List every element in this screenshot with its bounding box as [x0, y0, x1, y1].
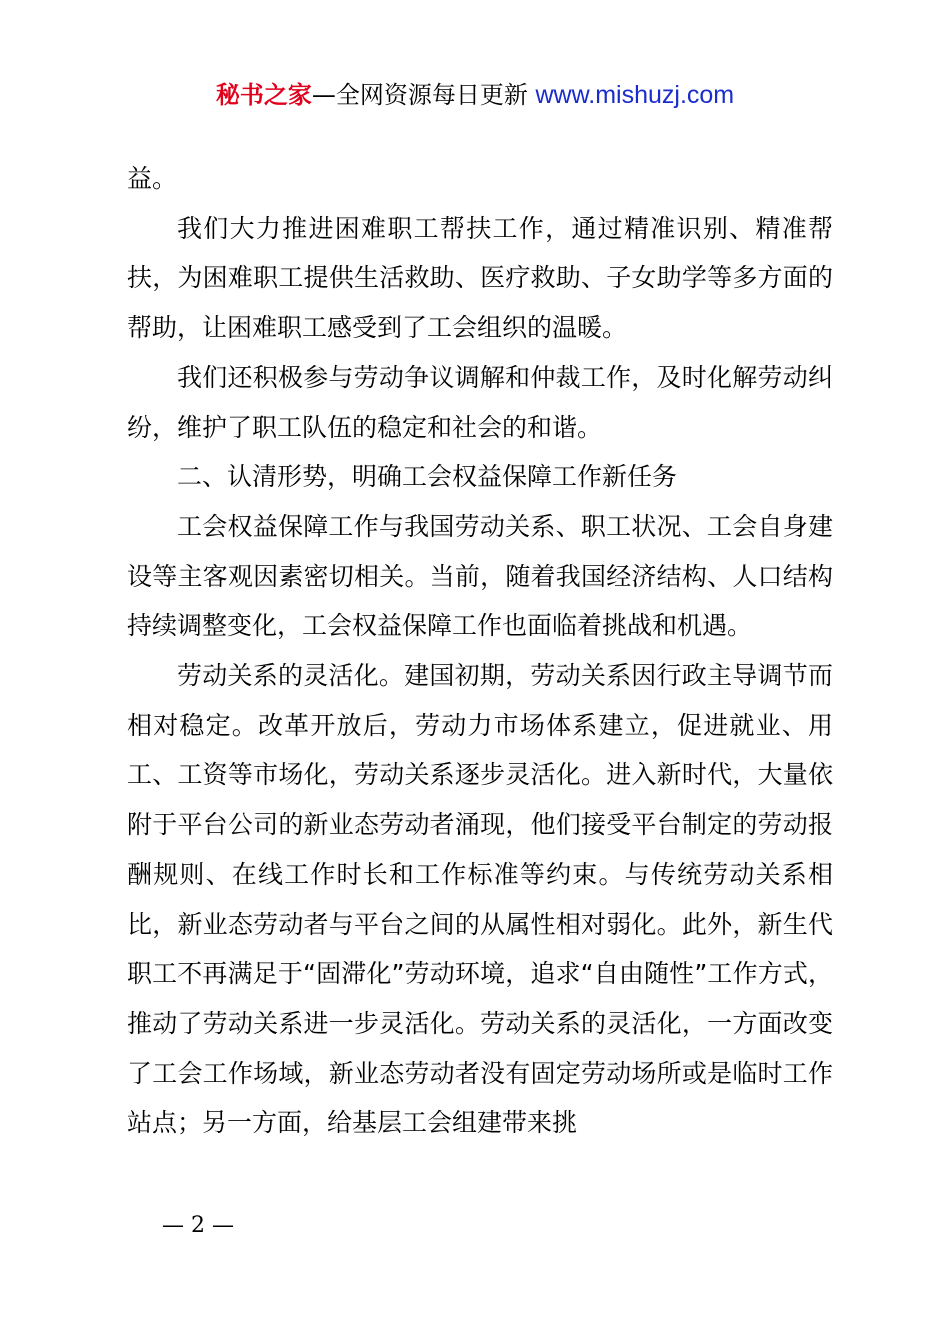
paragraph: 劳动关系的灵活化。建国初期，劳动关系因行政主导调节而相对稳定。改革开放后，劳动力市场体系建立，促进就业、用工、工资等市场化，劳动关系逐步灵活化。进入新时代，大量依附于平台公司的新业态劳动者涌现，他们接受平台制定的劳动报酬规则、在线工作时长和工作标准等约束。与传统劳动关系相比，新业态劳动者与平台之间的从属性相对弱化。此外，新生代职工不再满足于“固滞化”劳动环境，追求“自由随性”工作方式，推动了劳动关系进一步灵活化。劳动关系的灵活化，一方面改变了工会工作场域，新业态劳动者没有固定劳动场所或是临时工作站点；另一方面，给基层工会组建带来挑 — [127, 661, 833, 1138]
document-body — [127, 154, 833, 1148]
paragraph-continuation: 益。 — [127, 164, 178, 193]
page-number: — 2 — — [162, 1213, 234, 1238]
site-header — [0, 78, 950, 112]
paragraph: 我们还积极参与劳动争议调解和仲裁工作，及时化解劳动纠纷，维护了职工队伍的稳定和社会的和谐。 — [127, 362, 833, 442]
paragraph: 工会权益保障工作与我国劳动关系、职工状况、工会自身建设等主客观因素密切相关。当前，随着我国经济结构、人口结构持续调整变化，工会权益保障工作也面临着挑战和机遇。 — [127, 511, 833, 641]
paragraph: 我们大力推进困难职工帮扶工作，通过精准识别、精准帮扶，为困难职工提供生活救助、医疗救助、子女助学等多方面的帮助，让困难职工感受到了工会组织的温暖。 — [127, 213, 833, 343]
site-tagline: —全网资源每日更新 — [311, 81, 528, 109]
site-url-link[interactable]: www.mishuzj.com — [535, 81, 735, 109]
section-heading: 二、认清形势，明确工会权益保障工作新任务 — [177, 462, 678, 492]
site-brand: 秘书之家 — [215, 81, 312, 109]
